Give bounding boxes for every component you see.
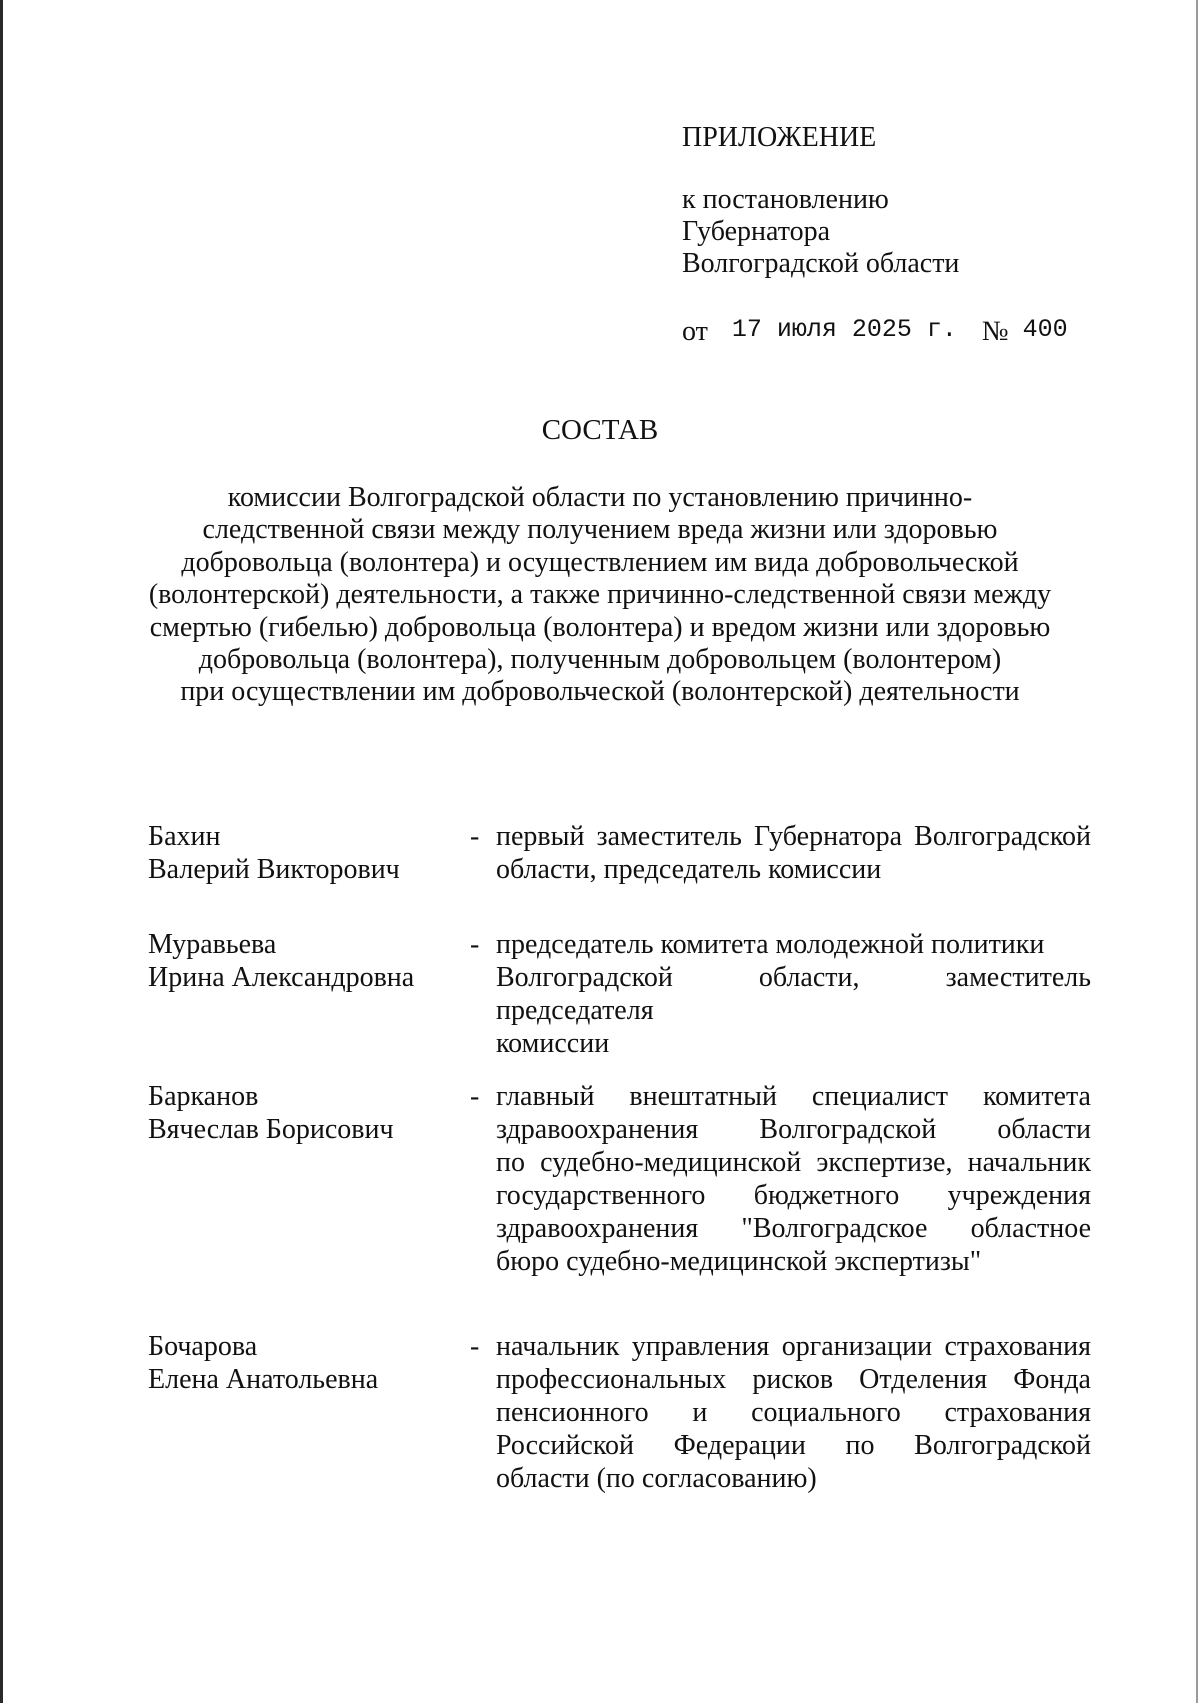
role-line: пенсионного и социального страхования — [496, 1397, 1091, 1428]
role-line: по судебно-медицинской экспертизе, начальник — [496, 1147, 1091, 1178]
annex-line: Волгоградской области — [682, 248, 960, 279]
member-dash: - — [470, 821, 480, 852]
role-line: профессиональных рисков Отделения Фонда — [496, 1364, 1091, 1395]
member-role — [496, 1080, 1091, 1278]
description-line: смертью (гибелью) добровольца (волонтера) и вредом жизни или здоровью — [149, 611, 1051, 643]
description-line: (волонтерской) деятельности, а также причинно-следственной связи между — [148, 579, 1052, 611]
description-line: при осуществлении им добровольческой (волонтерской) деятельности — [180, 676, 1020, 708]
member-dash: - — [470, 929, 480, 960]
description-line: добровольца (волонтера), полученным добровольцем (волонтером) — [198, 644, 1002, 676]
description-line: добровольца (волонтера) и осуществлением им вида добровольческой — [181, 546, 1019, 578]
member-given-names: Елена Анатольевна — [148, 1364, 379, 1395]
decree-number: 400 — [1022, 315, 1068, 344]
member-surname: Муравьева — [148, 929, 277, 960]
member-surname: Бахин — [148, 821, 221, 852]
role-line: государственного бюджетного учреждения — [496, 1180, 1091, 1211]
role-line: области (по согласованию) — [496, 1463, 817, 1494]
role-line: начальник управления организации страхования — [496, 1331, 1091, 1362]
role-line: здравоохранения "Волгоградское областное — [496, 1213, 1091, 1244]
member-name — [148, 1330, 448, 1396]
role-line: здравоохранения Волгоградской области — [496, 1114, 1091, 1145]
role-line: Российской Федерации по Волгоградской — [496, 1430, 1091, 1461]
member-surname: Бочарова — [148, 1331, 258, 1362]
member-dash: - — [470, 1081, 480, 1112]
decree-prefix: от — [682, 316, 708, 347]
member-name — [148, 928, 448, 994]
member-role — [496, 1330, 1091, 1495]
page-title: СОСТАВ — [541, 414, 659, 446]
member-role — [496, 928, 1091, 1060]
member-given-names: Ирина Александровна — [148, 962, 415, 993]
role-line: председатель комитета молодежной политики — [496, 929, 1045, 960]
member-name — [148, 1080, 448, 1146]
role-line: области, председатель комиссии — [496, 854, 882, 885]
member-given-names: Валерий Викторович — [148, 854, 400, 885]
role-line: главный внештатный специалист комитета — [496, 1081, 1091, 1112]
role-line: бюро судебно-медицинской экспертизы" — [496, 1246, 982, 1277]
decree-date: 17 июля 2025 г. — [731, 315, 957, 344]
description-line: комиссии Волгоградской области по установлению причинно- — [227, 482, 973, 513]
decree-number-sign: № — [981, 316, 1009, 347]
description-line: следственной связи между получением вреда жизни или здоровью — [202, 514, 998, 546]
member-name — [148, 820, 448, 886]
annex-line: к постановлению — [682, 184, 889, 215]
member-given-names: Вячеслав Борисович — [148, 1114, 394, 1145]
role-line: комиссии — [496, 1028, 610, 1059]
annex-line: Губернатора — [682, 216, 831, 247]
annex-title: ПРИЛОЖЕНИЕ — [682, 122, 877, 153]
role-line: Волгоградской области, заместитель председателя — [496, 962, 1091, 1026]
member-surname: Барканов — [148, 1081, 259, 1112]
member-dash: - — [470, 1331, 480, 1362]
member-role — [496, 820, 1091, 886]
role-line: первый заместитель Губернатора Волгоградской — [496, 821, 1091, 852]
